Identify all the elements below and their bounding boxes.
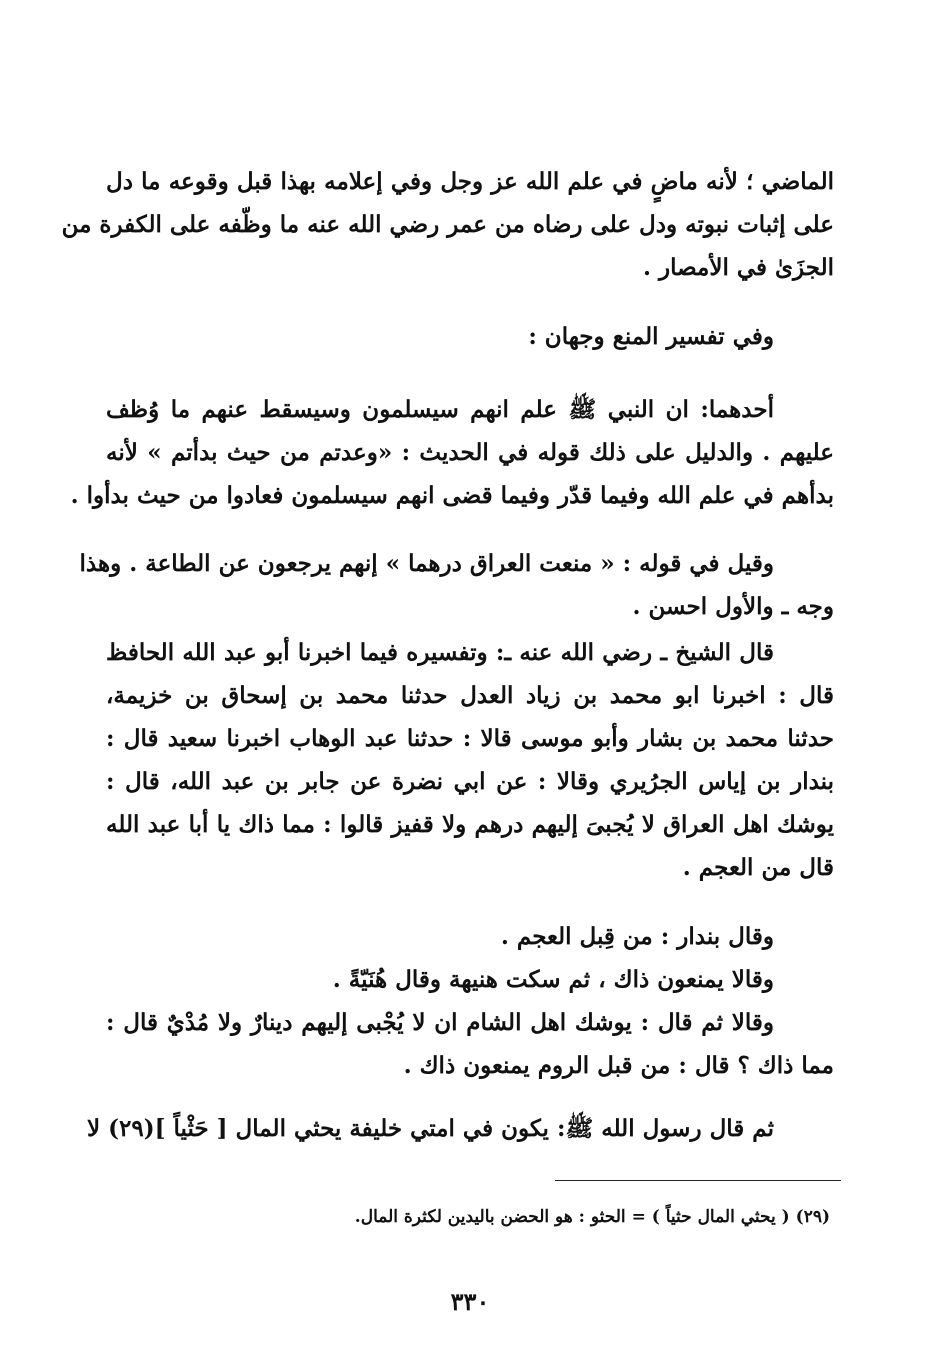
footnote: (٢٩) ( يحثي المال حثياً ) = الحثو : هو الحضن باليدين لكثرة المال.: [354, 1207, 830, 1227]
page-number: ٣٣٠: [450, 1287, 490, 1316]
paragraph-6: [106, 915, 834, 1087]
text-line: وفي تفسير المنع وجهان :: [528, 323, 774, 350]
text-line: مما ذاك ؟ قال : من قبل الروم يمنعون ذاك .: [403, 1052, 834, 1079]
paragraph-4: [79, 542, 834, 628]
footnote-separator: [555, 1180, 841, 1181]
text-line: وقيل في قوله : « منعت العراق درهما » إنهم يرجعون عن الطاعة . وهذا: [79, 550, 774, 577]
paragraph-5: [106, 631, 834, 889]
text-line: وقالا ثم قال : يوشك اهل الشام ان لا يُجْبى إليهم دينارٌ ولا مُدْيٌ قال :: [106, 1009, 774, 1036]
paragraph-1: [61, 160, 834, 289]
text-line: بندار بن إياس الجرُيري وقالا : عن ابي نضرة عن جابر بن عبد الله، قال :: [106, 768, 834, 795]
paragraph-3: [70, 388, 834, 517]
paragraph-7: [87, 1107, 834, 1150]
text-line: قال : اخبرنا ابو محمد بن زياد العدل حدثنا محمد بن إسحاق بن خزيمة،: [106, 682, 834, 709]
text-line: عليهم . والدليل على ذلك قوله في الحديث : «وعدتم من حيث بدأتم » لأنه: [106, 439, 834, 466]
text-line: وقال بندار : من قِبل العجم .: [500, 923, 774, 950]
text-line: يوشك اهل العراق لا يُجبىَ إليهم درهم ولا قفيز قالوا : مما ذاك يا أبا عبد الله: [106, 811, 834, 838]
text-line: على إثبات نبوته ودل على رضاه من عمر رضي الله عنه ما وظّفه على الكفرة من: [61, 211, 834, 238]
paragraph-2: [106, 315, 834, 358]
text-line: الجزَىٰ في الأمصار .: [642, 254, 834, 281]
text-line: قال من العجم .: [682, 854, 834, 881]
text-line: الماضي ؛ لأنه ماضٍ في علم الله عز وجل وفي إعلامه بهذا قبل وقوعه ما دل: [106, 168, 834, 195]
text-line: حدثنا محمد بن بشار وأبو موسى قالا : حدثنا عبد الوهاب اخبرنا سعيد قال :: [106, 725, 834, 752]
text-line: ثم قال رسول الله ﷺ: يكون في امتي خليفة يحثي المال [ حَثْياً ](٢٩) لا: [87, 1115, 774, 1142]
text-line: وجه ـ والأول احسن .: [632, 593, 834, 620]
text-line: قال الشيخ ـ رضي الله عنه ـ: وتفسيره فيما اخبرنا أبو عبد الله الحافظ: [106, 639, 774, 666]
text-line: أحدهما: ان النبي ﷺ علم انهم سيسلمون وسيسقط عنهم ما وُظف: [106, 396, 774, 423]
text-line: بدأهم في علم الله وفيما قدّر وفيما قضى انهم سيسلمون فعادوا من حيث بدأوا .: [70, 482, 834, 509]
text-line: وقالا يمنعون ذاك ، ثم سكت هنيهة وقال هُنَيّةً .: [332, 966, 774, 993]
